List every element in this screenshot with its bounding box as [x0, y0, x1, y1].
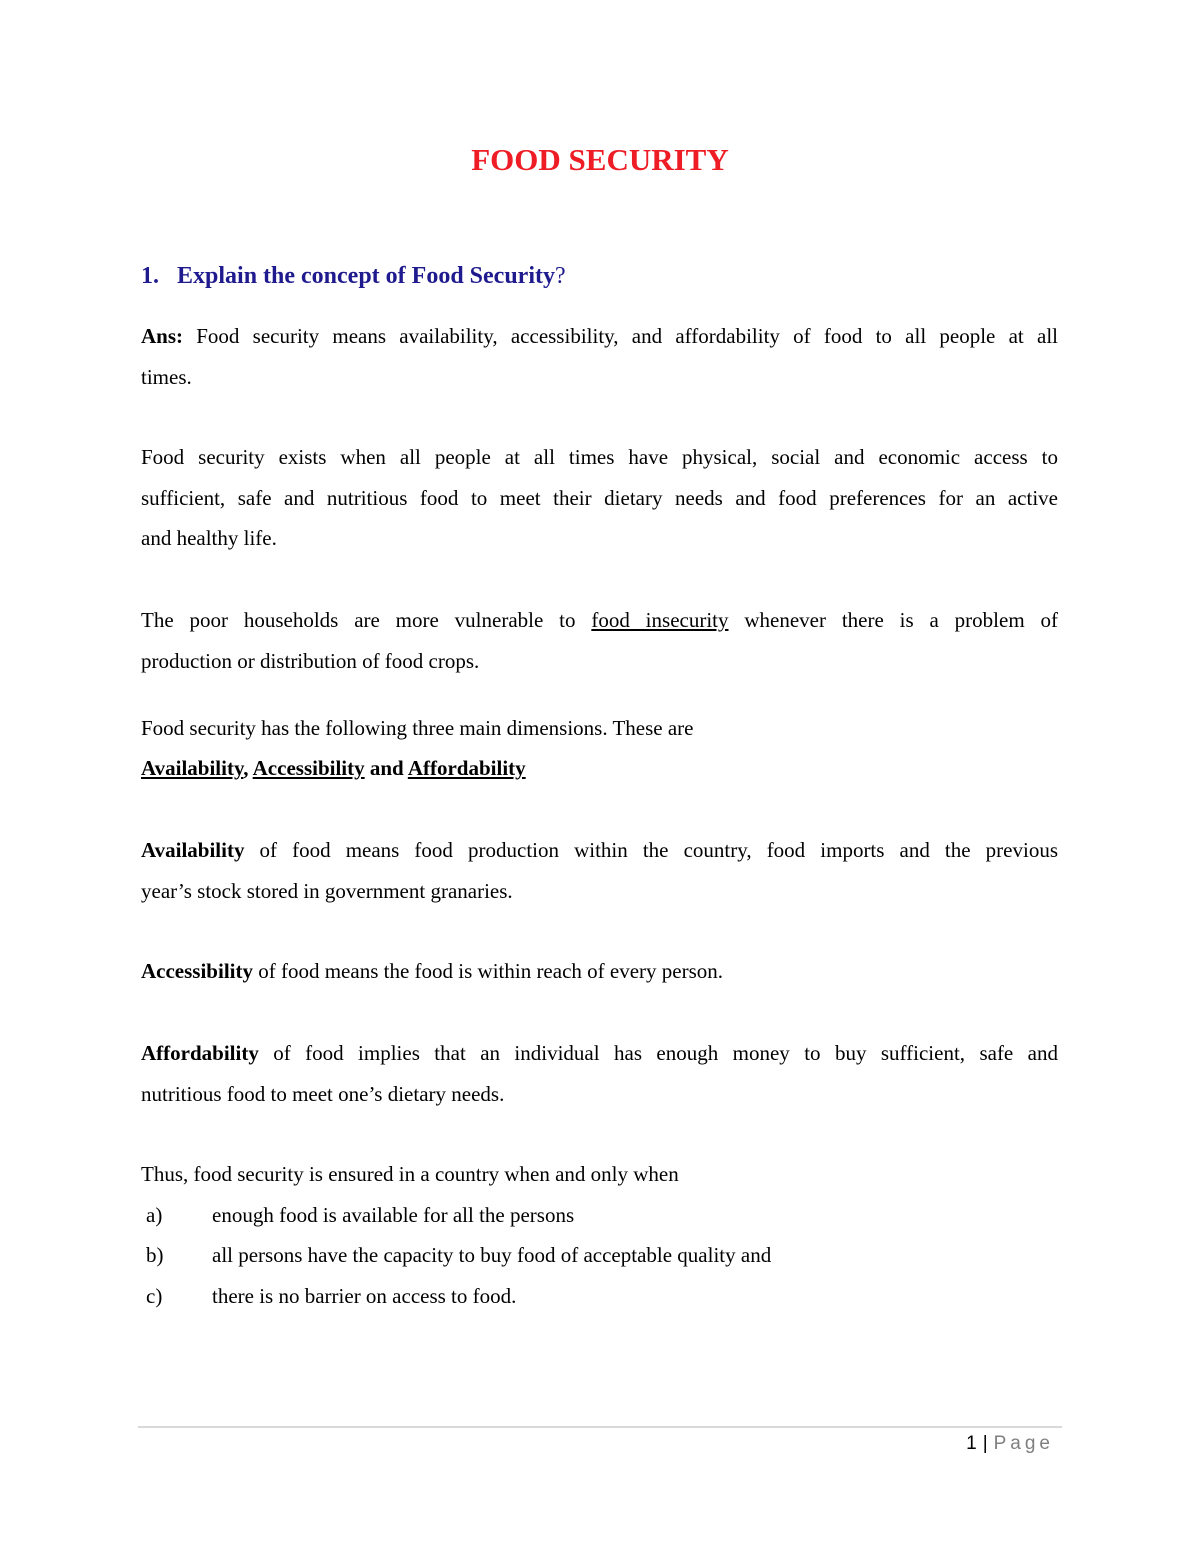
dimension-comma: ,	[243, 756, 253, 780]
question-mark: ?	[555, 263, 566, 289]
availability-text-1: of food means food production within the country, food imports and the previous	[244, 838, 1058, 862]
dimension-and: and	[364, 756, 408, 780]
definition-line-3: and healthy life.	[141, 526, 277, 551]
affordability-paragraph	[141, 1033, 1058, 1114]
question-text: Explain the concept of Food Security	[177, 263, 555, 289]
definition-line-1: Food security exists when all people at all times have physical, social and economic access to	[141, 445, 1058, 469]
list-item	[141, 1235, 771, 1275]
affordability-text-1: of food implies that an individual has enough money to buy sufficient, safe and	[258, 1041, 1058, 1065]
question-heading	[141, 254, 566, 298]
vulnerability-paragraph	[141, 600, 1058, 681]
answer-line-1	[141, 316, 1058, 357]
food-insecurity-link[interactable]: food insecurity	[591, 608, 729, 632]
list-item-text: all persons have the capacity to buy food of acceptable quality and	[212, 1243, 772, 1268]
footer-separator: |	[982, 1433, 988, 1454]
answer-text-2: times.	[141, 364, 192, 389]
dimension-affordability: Affordability	[407, 756, 526, 780]
list-marker: a)	[146, 1203, 163, 1227]
list-marker: c)	[146, 1283, 163, 1308]
list-item-text: enough food is available for all the persons	[212, 1203, 575, 1227]
list-item-text: there is no barrier on access to food.	[212, 1283, 517, 1308]
dimension-availability: Availability	[141, 756, 244, 780]
document-title: FOOD SECURITY	[471, 142, 729, 177]
list-marker: b)	[146, 1243, 164, 1268]
accessibility-term: Accessibility	[141, 959, 253, 983]
page-footer	[966, 1430, 1054, 1458]
vulnerability-text-after: whenever there is a problem of	[728, 608, 1058, 632]
page-label: Page	[993, 1433, 1054, 1454]
vulnerability-line-2: production or distribution of food crops.	[141, 648, 480, 673]
availability-line-1	[141, 830, 1058, 871]
vulnerability-line-1	[141, 600, 1058, 641]
conclusion-intro: Thus, food security is ensured in a country when and only when	[141, 1162, 679, 1186]
availability-term: Availability	[141, 838, 245, 862]
availability-paragraph	[141, 830, 1058, 911]
dimensions-list	[141, 748, 1058, 789]
definition-line-2: sufficient, safe and nutritious food to meet their dietary needs and food preferences for an active	[141, 485, 1058, 510]
conclusion-list	[141, 1195, 771, 1316]
affordability-term: Affordability	[141, 1041, 259, 1065]
availability-text-2: year’s stock stored in government granaries.	[141, 878, 513, 903]
footer-divider	[138, 1426, 1062, 1428]
answer-label: Ans:	[141, 324, 184, 348]
list-item	[141, 1276, 771, 1316]
affordability-text-2: nutritious food to meet one’s dietary needs.	[141, 1081, 505, 1106]
question-number: 1.	[141, 263, 159, 289]
accessibility-paragraph	[141, 951, 1058, 992]
accessibility-text: of food means the food is within reach of every person.	[252, 959, 724, 983]
affordability-line-1	[141, 1033, 1058, 1074]
vulnerability-text-before: The poor households are more vulnerable to	[141, 608, 592, 632]
dimension-accessibility: Accessibility	[252, 756, 365, 780]
dimensions-intro: Food security has the following three main dimensions. These are	[141, 716, 694, 740]
page-number: 1	[966, 1433, 977, 1454]
list-item	[141, 1195, 771, 1235]
answer-text-1: Food security means availability, accessibility, and affordability of food to all people at all	[183, 324, 1058, 348]
definition-paragraph	[141, 437, 1058, 559]
answer-paragraph	[141, 316, 1058, 397]
